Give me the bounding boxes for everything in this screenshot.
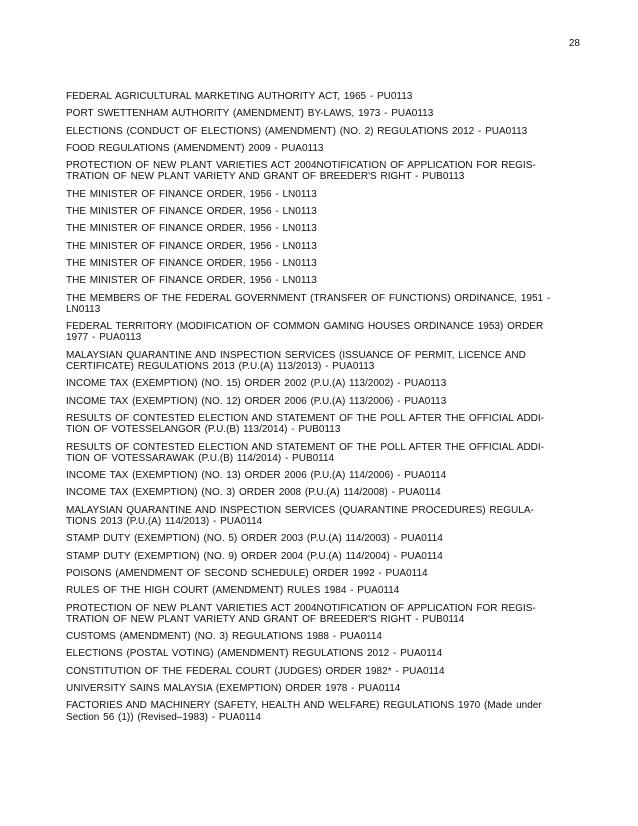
list-item: CONSTITUTION OF THE FEDERAL COURT (JUDGES) ORDER 1982* - PUA0114 — [66, 665, 445, 677]
list-item: FEDERAL AGRICULTURAL MARKETING AUTHORITY ACT, 1965 - PU0113 — [66, 91, 413, 102]
list-item: UNIVERSITY SAINS MALAYSIA (EXEMPTION) ORDER 1978 - PUA0114 — [66, 682, 401, 694]
list-item: INCOME TAX (EXEMPTION) (NO. 13) ORDER 2006 (P.U.(A) 114/2006) - PUA0114 — [66, 470, 447, 482]
list-item: INCOME TAX (EXEMPTION) (NO. 12) ORDER 2006 (P.U.(A) 113/2006) - PUA0113 — [66, 395, 447, 407]
entry-list — [66, 91, 574, 729]
list-item: MALAYSIAN QUARANTINE AND INSPECTION SERVICES (ISSUANCE OF PERMIT, LICENCE AND CERTIFICATE) REGULATIONS 2013 (P.U.(A) 113/2013) - PUA0113 — [66, 349, 526, 373]
list-item: PORT SWETTENHAM AUTHORITY (AMENDMENT) BY-LAWS, 1973 - PUA0113 — [66, 108, 434, 120]
list-item: ELECTIONS (CONDUCT OF ELECTIONS) (AMENDMENT) (NO. 2) REGULATIONS 2012 - PUA0113 — [66, 125, 528, 137]
list-item: PROTECTION OF NEW PLANT VARIETIES ACT 2004NOTIFICATION OF APPLICATION FOR REGIS- TRATION OF NEW PLANT VARIETY AND GRANT OF BREEDER'S RIGHT - PUB0113 — [66, 160, 536, 183]
list-item: CUSTOMS (AMENDMENT) (NO. 3) REGULATIONS 1988 - PUA0114 — [66, 631, 382, 643]
list-item: THE MINISTER OF FINANCE ORDER, 1956 - LN0113 — [66, 275, 317, 287]
list-item: THE MINISTER OF FINANCE ORDER, 1956 - LN0113 — [66, 240, 317, 252]
list-item: PROTECTION OF NEW PLANT VARIETIES ACT 2004NOTIFICATION OF APPLICATION FOR REGIS- TRATION OF NEW PLANT VARIETY AND GRANT OF BREEDER'S RIGHT - PUB0114 — [66, 602, 536, 625]
list-item: ELECTIONS (POSTAL VOTING) (AMENDMENT) REGULATIONS 2012 - PUA0114 — [66, 648, 443, 660]
list-item: RESULTS OF CONTESTED ELECTION AND STATEMENT OF THE POLL AFTER THE OFFICIAL ADDI- TION OF VOTESSELANGOR (P.U.(B) 113/2014) - PUB0113 — [66, 412, 544, 436]
list-item: MALAYSIAN QUARANTINE AND INSPECTION SERVICES (QUARANTINE PROCEDURES) REGULA- TIONS 2013 (P.U.(A) 114/2013) - PUA0114 — [66, 504, 534, 528]
list-item: RESULTS OF CONTESTED ELECTION AND STATEMENT OF THE POLL AFTER THE OFFICIAL ADDI- TION OF VOTESSARAWAK (P.U.(B) 114/2014) - PUB0114 — [66, 441, 544, 464]
list-item: STAMP DUTY (EXEMPTION) (NO. 9) ORDER 2004 (P.U.(A) 114/2004) - PUA0114 — [66, 550, 443, 562]
list-item: RULES OF THE HIGH COURT (AMENDMENT) RULES 1984 - PUA0114 — [66, 585, 400, 597]
list-item: INCOME TAX (EXEMPTION) (NO. 15) ORDER 2002 (P.U.(A) 113/2002) - PUA0113 — [66, 378, 447, 390]
list-item: THE MINISTER OF FINANCE ORDER, 1956 - LN0113 — [66, 188, 317, 200]
list-item: FEDERAL TERRITORY (MODIFICATION OF COMMON GAMING HOUSES ORDINANCE 1953) ORDER 1977 - PUA0113 — [66, 321, 544, 344]
list-item: POISONS (AMENDMENT OF SECOND SCHEDULE) ORDER 1992 - PUA0114 — [66, 567, 428, 579]
list-item: THE MINISTER OF FINANCE ORDER, 1956 - LN0113 — [66, 223, 317, 235]
list-item: INCOME TAX (EXEMPTION) (NO. 3) ORDER 2008 (P.U.(A) 114/2008) - PUA0114 — [66, 487, 441, 499]
list-item: FACTORIES AND MACHINERY (SAFETY, HEALTH AND WELFARE) REGULATIONS 1970 (Made under Section 56 (1)) (Revised–1983) - PUA0114 — [66, 700, 542, 723]
list-item: THE MINISTER OF FINANCE ORDER, 1956 - LN0113 — [66, 257, 317, 269]
list-item: THE MINISTER OF FINANCE ORDER, 1956 - LN0113 — [66, 206, 317, 218]
list-item: THE MEMBERS OF THE FEDERAL GOVERNMENT (TRANSFER OF FUNCTIONS) ORDINANCE, 1951 - LN0113 — [66, 292, 551, 315]
list-item: STAMP DUTY (EXEMPTION) (NO. 5) ORDER 2003 (P.U.(A) 114/2003) - PUA0114 — [66, 533, 443, 545]
list-item: FOOD REGULATIONS (AMENDMENT) 2009 - PUA0113 — [66, 142, 324, 154]
page-number: 28 — [568, 38, 580, 49]
